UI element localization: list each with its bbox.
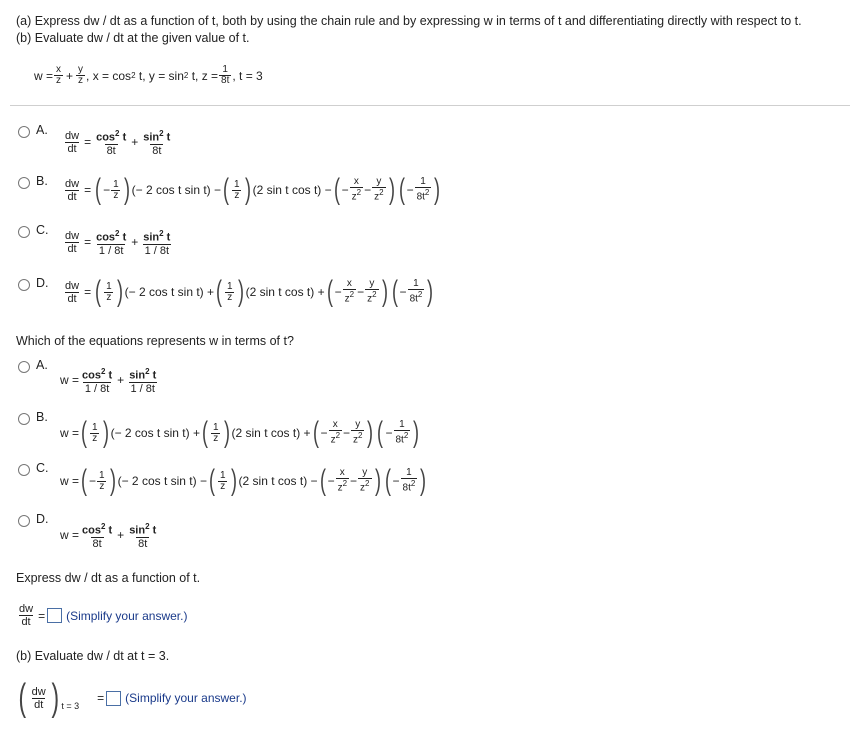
q1-option-b-label: B. bbox=[36, 174, 48, 188]
q1-option-c-label: C. bbox=[36, 223, 49, 237]
one-over-8t: $\frac{1}{8t}$ bbox=[221, 64, 230, 86]
q1-option-b-radio[interactable] bbox=[18, 177, 30, 189]
q2-option-d-label: D. bbox=[36, 512, 49, 526]
q2-option-b-radio[interactable] bbox=[18, 413, 30, 425]
answer-a-hint: (Simplify your answer.) bbox=[66, 608, 188, 623]
q2-option-a-equation: w = $\frac{\cos^2 t}{1 / 8t}$ + $\frac{\sin^2 t}{1 / 8t}$ bbox=[60, 367, 157, 395]
answer-a-row: $\frac{dw}{dt}$ = (Simplify your answer.) bbox=[19, 603, 188, 628]
divider bbox=[10, 105, 850, 106]
prompt-part-b: (b) Evaluate dw / dt at the given value of t. bbox=[16, 31, 250, 45]
given-definitions: w = $\frac{x}{z}$ + $\frac{y}{z}$ , x = cos 2 t, y = sin 2 t, z = $\frac{1}{8t}$ , t = 3 bbox=[34, 64, 263, 86]
prompt-part-a: (a) Express dw / dt as a function of t, both by using the chain rule and by expressing w in terms of t and differentiating directly with respect to t. bbox=[16, 14, 802, 28]
answer-b-subscript: t = 3 bbox=[61, 701, 80, 711]
y-over-z: $\frac{y}{z}$ bbox=[78, 64, 84, 86]
q1-option-d-radio[interactable] bbox=[18, 279, 30, 291]
answer-b-input[interactable] bbox=[106, 691, 121, 706]
q2-option-c-radio[interactable] bbox=[18, 464, 30, 476]
answer-b-label: (b) Evaluate dw / dt at t = 3. bbox=[16, 649, 170, 663]
q2-option-c-equation: w = ( − $\frac{1}{z}$ ) (− 2 cos t sin t) − ( $\frac{1}{z}$ ) (2 sin t cos t) − ( − $\frac{x}{z^2}$ − $\frac{y}{z^2}$ ) ( − $\frac{1}{8t^2}$ ) bbox=[60, 464, 427, 497]
q2-question: Which of the equations represents w in terms of t? bbox=[16, 334, 294, 348]
q1-option-a-radio[interactable] bbox=[18, 126, 30, 138]
q1-option-d-label: D. bbox=[36, 276, 49, 290]
q2-option-a-radio[interactable] bbox=[18, 361, 30, 373]
answer-b-hint: (Simplify your answer.) bbox=[125, 691, 247, 705]
q1-option-c-equation: $\frac{dw}{dt}$ = $\frac{\cos^2 t}{1 / 8t}$ + $\frac{\sin^2 t}{1 / 8t}$ bbox=[65, 229, 171, 257]
q2-option-d-equation: w = $\frac{\cos^2 t}{8t}$ + $\frac{\sin^2 t}{8t}$ bbox=[60, 522, 157, 550]
q2-option-a-label: A. bbox=[36, 358, 48, 372]
answer-b-row: ( $\frac{dw}{dt}$ ) t = 3 = (Simplify your answer.) bbox=[18, 677, 247, 719]
answer-a-label: Express dw / dt as a function of t. bbox=[16, 571, 201, 585]
q1-option-b-equation: $\frac{dw}{dt}$ = ( − $\frac{1}{z}$ ) (− 2 cos t sin t) − ( $\frac{1}{z}$ ) (2 sin t cos t) − ( − $\frac{x}{z^2}$ − $\frac{y}{z^2}$ ) ( − $\frac{1}{8t^2}$ ) bbox=[65, 173, 441, 206]
q1-option-c-radio[interactable] bbox=[18, 226, 30, 238]
x-over-z: $\frac{x}{z}$ bbox=[56, 64, 62, 86]
y-def: t, y = sin bbox=[138, 68, 184, 83]
q2-option-b-equation: w = ( $\frac{1}{z}$ ) (− 2 cos t sin t) + ( $\frac{1}{z}$ ) (2 sin t cos t) + ( − $\frac{x}{z^2}$ − $\frac{y}{z^2}$ ) ( − $\frac{1}{8t^2}$ ) bbox=[60, 416, 420, 449]
q2-option-c-label: C. bbox=[36, 461, 49, 475]
q2-option-b-label: B. bbox=[36, 410, 48, 424]
w-equals: w = bbox=[34, 68, 54, 83]
z-def: t, z = bbox=[191, 68, 219, 83]
x-def: , x = cos bbox=[86, 68, 132, 83]
q2-option-d-radio[interactable] bbox=[18, 515, 30, 527]
answer-a-input[interactable] bbox=[47, 608, 62, 623]
q1-option-a-label: A. bbox=[36, 123, 48, 137]
q1-option-a-equation: $\frac{dw}{dt}$ = $\frac{\cos^2 t}{8t}$ + $\frac{\sin^2 t}{8t}$ bbox=[65, 129, 171, 157]
q1-option-d-equation: $\frac{dw}{dt}$ = ( $\frac{1}{z}$ ) (− 2 cos t sin t) + ( $\frac{1}{z}$ ) (2 sin t cos t) + ( − $\frac{x}{z^2}$ − $\frac{y}{z^2}$ ) ( − $\frac{1}{8t^2}$ ) bbox=[65, 275, 434, 308]
t-value: , t = 3 bbox=[232, 68, 263, 83]
